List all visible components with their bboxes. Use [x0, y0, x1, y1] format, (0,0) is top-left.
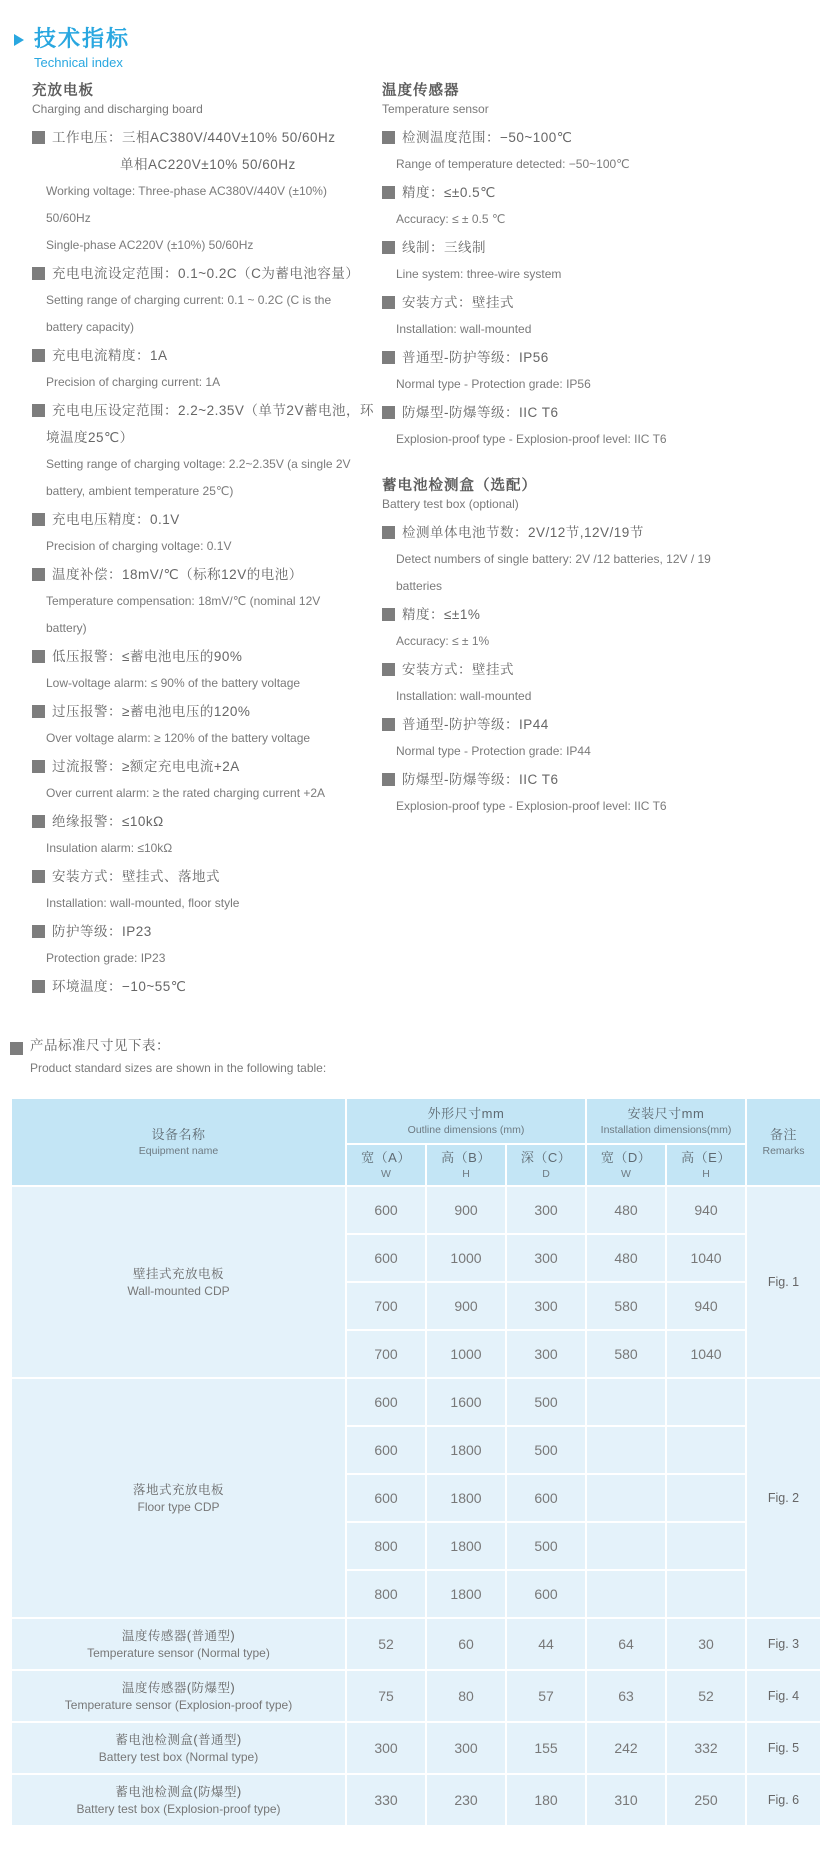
dimension-cell [666, 1474, 746, 1522]
spec-line-en: batteries [396, 579, 443, 593]
dimension-cell: 180 [506, 1774, 586, 1826]
dimension-cell: 900 [426, 1282, 506, 1330]
installation-header-zh: 安装尺寸mm [627, 1106, 705, 1121]
spec-line-zh: 环境温度：−10~55℃ [32, 973, 382, 1000]
dimension-cell: 600 [346, 1426, 426, 1474]
spec-line-en: 50/60Hz [46, 211, 91, 225]
dimension-cell: 1600 [426, 1378, 506, 1426]
equipment-name-zh: 落地式充放电板 [132, 1482, 224, 1497]
section-heading-en: Charging and discharging board [32, 102, 203, 116]
dimension-cell: 600 [346, 1474, 426, 1522]
width-d-header-cell [586, 1144, 666, 1186]
dimension-cell [666, 1522, 746, 1570]
remarks-header-zh: 备注 [770, 1127, 798, 1142]
dimension-cell: 800 [346, 1570, 426, 1618]
spec-line-en: Explosion-proof type - Explosion-proof level: IIC T6 [396, 799, 667, 813]
dimension-cell: 52 [666, 1670, 746, 1722]
dimension-cell: 300 [506, 1282, 586, 1330]
dimension-cell: 250 [666, 1774, 746, 1826]
spec-item [32, 342, 382, 396]
dimension-cell: 57 [506, 1670, 586, 1722]
equipment-name-zh: 温度传感器(普通型) [121, 1628, 236, 1643]
subcol-en: H [702, 1168, 710, 1180]
section-temperature-sensor [382, 82, 772, 453]
square-bullet-icon [32, 925, 45, 938]
dimension-cell: 155 [506, 1722, 586, 1774]
square-bullet-icon [382, 406, 395, 419]
spec-line-zh: 防爆型-防爆等级：IIC T6 [382, 399, 772, 426]
table-row [11, 1378, 821, 1426]
spec-item [32, 808, 382, 862]
equipment-name-cell [11, 1722, 346, 1774]
dimension-cell: 80 [426, 1670, 506, 1722]
dimension-cell: 1040 [666, 1330, 746, 1378]
dimension-cell: 300 [506, 1330, 586, 1378]
spec-line-zh: 普通型-防护等级：IP56 [382, 344, 772, 371]
dimension-cell: 60 [426, 1618, 506, 1670]
equipment-header-en: Equipment name [138, 1145, 219, 1157]
square-bullet-icon [10, 1042, 23, 1055]
spec-line-zh: 精度：≤±0.5℃ [382, 179, 772, 206]
dimension-cell: 64 [586, 1618, 666, 1670]
spec-item [32, 397, 382, 505]
spec-item [32, 698, 382, 752]
spec-item [382, 656, 772, 710]
spec-line-en: Precision of charging voltage: 0.1V [46, 539, 232, 553]
dimension-cell: 63 [586, 1670, 666, 1722]
dimension-cell: 30 [666, 1618, 746, 1670]
outline-header-en: Outline dimensions (mm) [407, 1124, 525, 1136]
equipment-name-cell [11, 1774, 346, 1826]
spec-item [382, 399, 772, 453]
dimension-cell [586, 1378, 666, 1426]
spec-line-en: Setting range of charging voltage: 2.2~2.35V (a single 2V [46, 457, 351, 471]
spec-line-en: Low-voltage alarm: ≤ 90% of the battery voltage [46, 676, 301, 690]
subcol-zh: 宽（D） [600, 1150, 652, 1165]
square-bullet-icon [32, 404, 45, 417]
spec-item [32, 753, 382, 807]
equipment-name-cell [11, 1670, 346, 1722]
subcol-en: W [621, 1168, 631, 1180]
remarks-header-en: Remarks [762, 1145, 805, 1157]
equipment-name-cell [11, 1186, 346, 1378]
spec-line-zh: 检测温度范围：−50~100℃ [382, 124, 772, 151]
dimension-cell: 800 [346, 1522, 426, 1570]
equipment-name-en: Battery test box (Normal type) [98, 1749, 259, 1764]
square-bullet-icon [32, 267, 45, 280]
dimension-cell: 700 [346, 1282, 426, 1330]
dimension-cell: 1800 [426, 1522, 506, 1570]
square-bullet-icon [32, 513, 45, 526]
square-bullet-icon [382, 241, 395, 254]
section-heading-zh: 充放电板 [32, 83, 94, 99]
spec-line-en: Installation: wall-mounted [396, 322, 532, 336]
spec-line-en: Insulation alarm: ≤10kΩ [46, 841, 173, 855]
equipment-header-cell [11, 1098, 346, 1186]
dimension-cell: 242 [586, 1722, 666, 1774]
subcol-en: H [462, 1168, 470, 1180]
dimension-cell: 1040 [666, 1234, 746, 1282]
spec-item [382, 711, 772, 765]
page-subtitle: Technical index [34, 55, 123, 70]
dimension-cell: 230 [426, 1774, 506, 1826]
spec-line-zh: 安装方式：壁挂式 [382, 289, 772, 316]
spec-line-zh: 普通型-防护等级：IP44 [382, 711, 772, 738]
spec-item [32, 124, 382, 259]
square-bullet-icon [32, 870, 45, 883]
spec-line-zh: 境温度25℃） [46, 430, 134, 445]
spec-line-zh: 充电电流精度：1A [32, 342, 382, 369]
square-bullet-icon [382, 663, 395, 676]
dimension-cell: 600 [346, 1186, 426, 1234]
spec-line-en: Over voltage alarm: ≥ 120% of the battery voltage [46, 731, 311, 745]
dimension-cell: 1800 [426, 1570, 506, 1618]
spec-line-en: Protection grade: IP23 [46, 951, 166, 965]
right-column [382, 82, 772, 821]
spec-item [382, 289, 772, 343]
table-note-en: Product standard sizes are shown in the following table: [30, 1061, 327, 1075]
dimension-cell: 300 [426, 1722, 506, 1774]
spec-item [32, 561, 382, 642]
square-bullet-icon [382, 718, 395, 731]
spec-line-en: Normal type - Protection grade: IP56 [396, 377, 591, 391]
remark-cell: Fig. 3 [746, 1618, 821, 1670]
spec-line-en: Single-phase AC220V (±10%) 50/60Hz [46, 238, 254, 252]
square-bullet-icon [382, 296, 395, 309]
dimension-cell [666, 1378, 746, 1426]
remarks-header-cell [746, 1098, 821, 1186]
triangle-marker-icon [14, 34, 24, 46]
dimension-cell: 500 [506, 1426, 586, 1474]
square-bullet-icon [32, 980, 45, 993]
dimension-cell: 330 [346, 1774, 426, 1826]
section-battery-test-box [382, 477, 772, 820]
spec-line-en: battery) [46, 621, 87, 635]
size-table-body [11, 1186, 821, 1826]
dimension-cell: 600 [506, 1570, 586, 1618]
table-header-row [11, 1098, 821, 1144]
section-heading-en: Battery test box (optional) [382, 497, 519, 511]
spec-line-en: Working voltage: Three-phase AC380V/440V (±10%) [46, 184, 327, 198]
table-note [10, 1035, 830, 1079]
spec-line-en: Precision of charging current: 1A [46, 375, 221, 389]
subcol-en: D [542, 1168, 550, 1180]
square-bullet-icon [382, 773, 395, 786]
equipment-name-en: Temperature sensor (Explosion-proof type) [64, 1697, 293, 1712]
section-heading-zh: 温度传感器 [382, 83, 460, 99]
width-a-header-cell [346, 1144, 426, 1186]
dimension-cell: 52 [346, 1618, 426, 1670]
spec-line-en: Setting range of charging current: 0.1 ~ 0.2C (C is the [46, 293, 332, 307]
page-title: 技术指标 [34, 26, 131, 51]
dimension-cell [586, 1522, 666, 1570]
equipment-name-zh: 蓄电池检测盒(普通型) [115, 1732, 242, 1747]
equipment-name-zh: 蓄电池检测盒(防爆型) [115, 1784, 242, 1799]
dimension-cell: 1800 [426, 1474, 506, 1522]
spec-line-zh: 充电电压设定范围：2.2~2.35V（单节2V蓄电池，环 [32, 397, 382, 424]
table-note-zh: 产品标准尺寸见下表： [30, 1038, 170, 1053]
spec-line-en: Range of temperature detected: −50~100℃ [396, 157, 630, 171]
spec-columns [0, 82, 830, 1001]
spec-line-en: Accuracy: ≤ ± 1% [396, 634, 490, 648]
spec-line-zh: 精度：≤±1% [382, 601, 772, 628]
dimension-cell: 600 [346, 1234, 426, 1282]
spec-line-zh: 工作电压：三相AC380V/440V±10% 50/60Hz [32, 124, 382, 151]
spec-item [32, 506, 382, 560]
dimension-cell: 580 [586, 1330, 666, 1378]
spec-item [32, 260, 382, 341]
equipment-name-cell [11, 1378, 346, 1618]
spec-line-zh: 安装方式：壁挂式、落地式 [32, 863, 382, 890]
dimension-cell: 1800 [426, 1426, 506, 1474]
dimension-cell: 600 [346, 1378, 426, 1426]
spec-line-zh: 线制：三线制 [382, 234, 772, 261]
square-bullet-icon [32, 568, 45, 581]
spec-line-zh: 防护等级：IP23 [32, 918, 382, 945]
spec-line-en: Line system: three-wire system [396, 267, 562, 281]
spec-item [382, 344, 772, 398]
equipment-name-zh: 温度传感器(防爆型) [121, 1680, 236, 1695]
dimension-cell: 1000 [426, 1330, 506, 1378]
square-bullet-icon [32, 650, 45, 663]
dimension-cell [666, 1426, 746, 1474]
spec-line-en: Detect numbers of single battery: 2V /12 batteries, 12V / 19 [396, 552, 711, 566]
dimension-cell: 310 [586, 1774, 666, 1826]
remark-cell: Fig. 2 [746, 1378, 821, 1618]
dimension-cell [586, 1426, 666, 1474]
height-b-header-cell [426, 1144, 506, 1186]
spec-item [382, 601, 772, 655]
dimension-cell: 332 [666, 1722, 746, 1774]
subcol-en: W [381, 1168, 391, 1180]
spec-line-zh: 绝缘报警：≤10kΩ [32, 808, 382, 835]
table-row [11, 1186, 821, 1234]
outline-header-zh: 外形尺寸mm [427, 1106, 505, 1121]
table-row [11, 1722, 821, 1774]
dimension-cell: 480 [586, 1234, 666, 1282]
spec-item [382, 124, 772, 178]
square-bullet-icon [382, 131, 395, 144]
remark-cell: Fig. 5 [746, 1722, 821, 1774]
table-row [11, 1618, 821, 1670]
spec-item [382, 234, 772, 288]
spec-line-zh: 低压报警：≤蓄电池电压的90% [32, 643, 382, 670]
equipment-name-cell [11, 1618, 346, 1670]
dimension-cell: 940 [666, 1186, 746, 1234]
spec-line-en: Accuracy: ≤ ± 0.5 ℃ [396, 212, 506, 226]
dimension-cell: 44 [506, 1618, 586, 1670]
remark-cell: Fig. 4 [746, 1670, 821, 1722]
remark-cell: Fig. 6 [746, 1774, 821, 1826]
dimension-cell: 300 [506, 1234, 586, 1282]
installation-dimensions-header-cell [586, 1098, 746, 1144]
dimension-cell: 700 [346, 1330, 426, 1378]
height-e-header-cell [666, 1144, 746, 1186]
dimension-cell: 580 [586, 1282, 666, 1330]
dimension-cell [586, 1570, 666, 1618]
remark-cell: Fig. 1 [746, 1186, 821, 1378]
spec-list-charging-board [32, 124, 382, 1000]
section-heading-zh: 蓄电池检测盒（选配） [382, 478, 537, 494]
square-bullet-icon [32, 705, 45, 718]
spec-line-zh: 检测单体电池节数：2V/12节,12V/19节 [382, 519, 772, 546]
spec-line-en: Installation: wall-mounted, floor style [46, 896, 240, 910]
page-header [0, 26, 830, 70]
depth-c-header-cell [506, 1144, 586, 1186]
equipment-name-en: Temperature sensor (Normal type) [87, 1645, 270, 1660]
spec-list-temperature-sensor [382, 124, 772, 453]
square-bullet-icon [32, 131, 45, 144]
dimension-cell [666, 1570, 746, 1618]
size-table [10, 1097, 822, 1827]
spec-line-en: Explosion-proof type - Explosion-proof level: IIC T6 [396, 432, 667, 446]
dimension-cell: 75 [346, 1670, 426, 1722]
spec-item [32, 643, 382, 697]
outline-dimensions-header-cell [346, 1098, 586, 1144]
subcol-zh: 深（C） [520, 1150, 572, 1165]
dimension-cell: 1000 [426, 1234, 506, 1282]
size-table-head [11, 1098, 821, 1186]
spec-line-zh: 充电电压精度：0.1V [32, 506, 382, 533]
spec-item [382, 766, 772, 820]
spec-line-en: Installation: wall-mounted [396, 689, 532, 703]
square-bullet-icon [32, 349, 45, 362]
spec-line-zh: 安装方式：壁挂式 [382, 656, 772, 683]
table-row [11, 1670, 821, 1722]
equipment-name-en: Wall-mounted CDP [127, 1283, 230, 1298]
spec-line-en: battery capacity) [46, 320, 135, 334]
installation-header-en: Installation dimensions(mm) [600, 1124, 732, 1136]
spec-item [32, 918, 382, 972]
spec-line-zh: 单相AC220V±10% 50/60Hz [120, 157, 296, 172]
dimension-cell: 940 [666, 1282, 746, 1330]
dimension-cell: 900 [426, 1186, 506, 1234]
spec-line-en: battery, ambient temperature 25℃) [46, 484, 234, 498]
spec-line-zh: 充电电流设定范围：0.1~0.2C（C为蓄电池容量） [32, 260, 382, 287]
spec-item [32, 863, 382, 917]
equipment-header-zh: 设备名称 [151, 1127, 206, 1142]
subcol-zh: 高（E） [681, 1150, 731, 1165]
dimension-cell: 500 [506, 1522, 586, 1570]
dimension-cell: 300 [346, 1722, 426, 1774]
table-row [11, 1774, 821, 1826]
spec-line-en: Over current alarm: ≥ the rated charging current +2A [46, 786, 326, 800]
dimension-cell: 300 [506, 1186, 586, 1234]
spec-line-zh: 过流报警：≥额定充电电流+2A [32, 753, 382, 780]
equipment-name-en: Floor type CDP [137, 1499, 220, 1514]
spec-line-zh: 过压报警：≥蓄电池电压的120% [32, 698, 382, 725]
spec-line-en: Temperature compensation: 18mV/℃ (nominal 12V [46, 594, 321, 608]
spec-line-zh: 防爆型-防爆等级：IIC T6 [382, 766, 772, 793]
spec-item [382, 519, 772, 600]
dimension-cell: 500 [506, 1378, 586, 1426]
square-bullet-icon [32, 815, 45, 828]
subcol-zh: 高（B） [441, 1150, 491, 1165]
table-note-zh-line [10, 1035, 830, 1057]
spec-list-battery-test-box [382, 519, 772, 820]
spec-line-en: Normal type - Protection grade: IP44 [396, 744, 591, 758]
square-bullet-icon [382, 526, 395, 539]
subcol-zh: 宽（A） [361, 1150, 411, 1165]
square-bullet-icon [382, 186, 395, 199]
spec-item [32, 973, 382, 1000]
square-bullet-icon [32, 760, 45, 773]
dimension-cell: 480 [586, 1186, 666, 1234]
dimension-cell: 600 [506, 1474, 586, 1522]
equipment-name-en: Battery test box (Explosion-proof type) [76, 1801, 281, 1816]
square-bullet-icon [382, 351, 395, 364]
square-bullet-icon [382, 608, 395, 621]
section-heading-en: Temperature sensor [382, 102, 489, 116]
spec-line-zh: 温度补偿：18mV/℃（标称12V的电池） [32, 561, 382, 588]
dimension-cell [586, 1474, 666, 1522]
spec-item [382, 179, 772, 233]
section-charging-discharging-board [32, 82, 382, 1001]
equipment-name-zh: 壁挂式充放电板 [132, 1266, 224, 1281]
